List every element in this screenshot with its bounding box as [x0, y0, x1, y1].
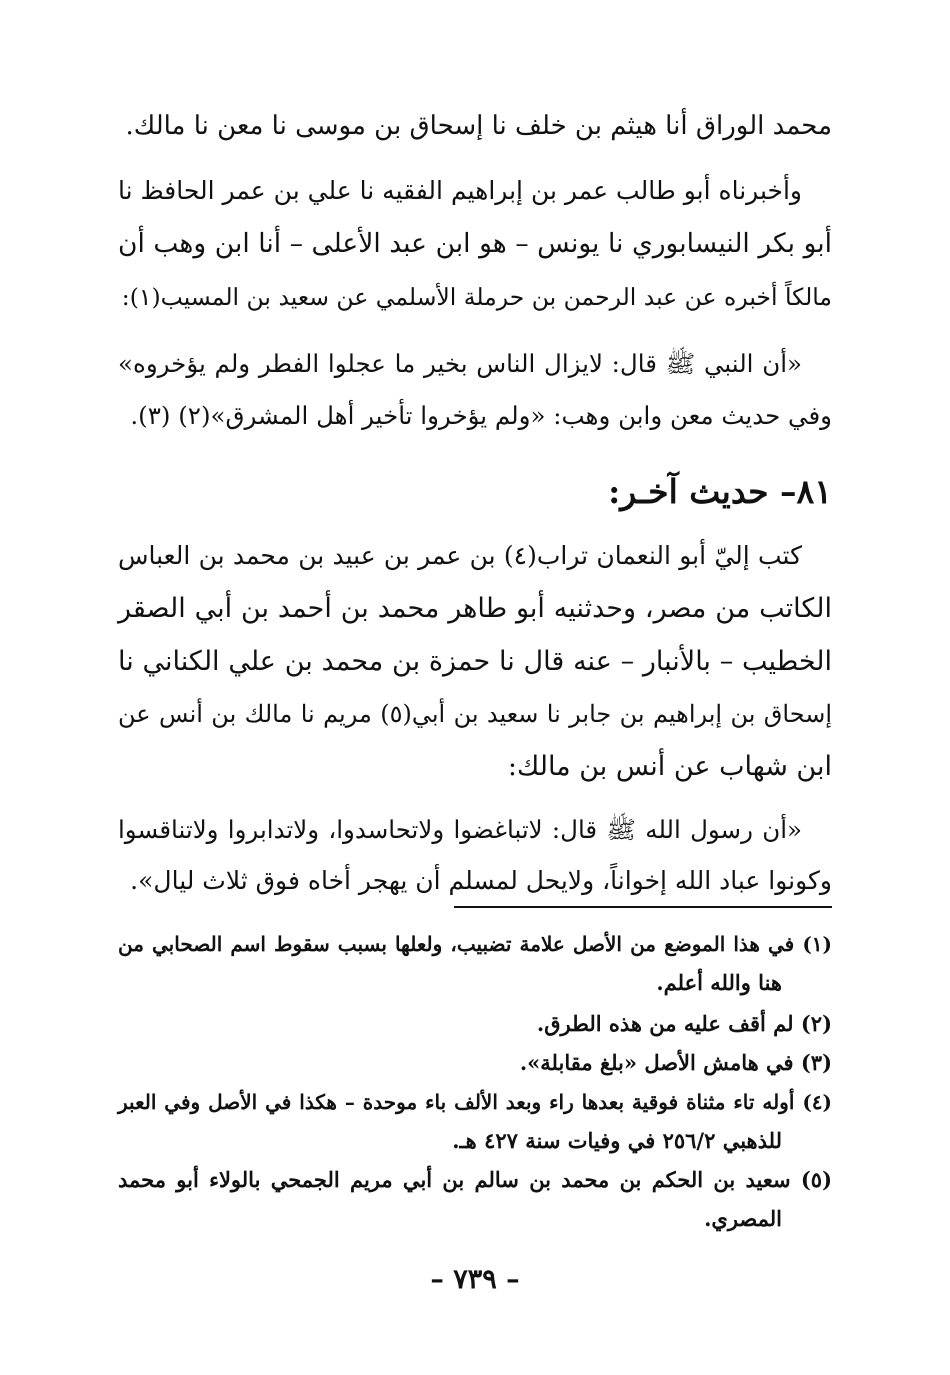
text-line: كتب إليّ أبو النعمان تراب(٤) بن عمر بن عبيد بن محمد بن العباس [118, 541, 802, 570]
footnote-line: (٣) في هامش الأصل «بلغ مقابلة». [519, 1050, 832, 1075]
footnote-line: المصري. [704, 1206, 782, 1231]
hadith-line: «أن رسول الله ﷺ قال: لاتباغضوا ولاتحاسدوا، ولاتدابروا ولاتناقسوا [118, 815, 802, 844]
footnote-separator [454, 906, 832, 908]
text-line: أبو بكر النيسابوري نا يونس – هو ابن عبد الأعلى – أنا ابن وهب أن [118, 228, 832, 259]
footnote-line: (٤) أوله تاء مثناة فوقية بعدها راء وبعد الألف باء موحدة – هكذا في الأصل وفي العبر [118, 1090, 832, 1114]
hadith-line: «أن النبي ﷺ قال: لايزال الناس بخير ما عجلوا الفطر ولم يؤخروه» [118, 349, 802, 378]
section-heading: ٨١– حديث آخـر: [608, 472, 832, 511]
text-line: الخطيب – بالأنبار – عنه قال نا حمزة بن محمد بن علي الكناني نا [118, 646, 832, 677]
hadith-line: وكونوا عباد الله إخواناً، ولايحل لمسلم أن يهجر أخاه فوق ثلاث ليال». [130, 866, 832, 895]
text-line: وفي حديث معن وابن وهب: «ولم يؤخروا تأخير أهل المشرق»(٢) (٣). [130, 401, 832, 430]
footnote-line: للذهبي ٢٥٦/٢ في وفيات سنة ٤٢٧ هـ. [452, 1128, 782, 1153]
text-line: الكاتب من مصر، وحدثنيه أبو طاهر محمد بن أحمد بن أبي الصقر [118, 593, 832, 624]
text-line: إسحاق بن إبراهيم بن جابر نا سعيد بن أبي(٥) مريم نا مالك بن أنس عن [118, 700, 832, 728]
text-line: وأخبرناه أبو طالب عمر بن إبراهيم الفقيه نا علي بن عمر الحافظ نا [118, 176, 802, 205]
page-number: – ٧٣٩ – [430, 1264, 520, 1295]
footnote-line: (١) في هذا الموضع من الأصل علامة تضبيب، ولعلها بسبب سقوط اسم الصحابي من [118, 932, 832, 956]
text-line: ابن شهاب عن أنس بن مالك: [507, 751, 832, 782]
footnote-line: هنا والله أعلم. [656, 970, 782, 995]
text-line: محمد الوراق أنا هيثم بن خلف نا إسحاق بن موسى نا معن نا مالك. [125, 111, 832, 141]
footnote-line: (٥) سعيد بن الحكم بن محمد بن سالم بن أبي مريم الجمحي بالولاء أبو محمد [118, 1167, 832, 1192]
text-line: مالكاً أخبره عن عبد الرحمن بن حرملة الأسلمي عن سعيد بن المسيب(١): [121, 283, 832, 311]
footnote-line: (٢) لم أقف عليه من هذه الطرق. [536, 1011, 832, 1036]
